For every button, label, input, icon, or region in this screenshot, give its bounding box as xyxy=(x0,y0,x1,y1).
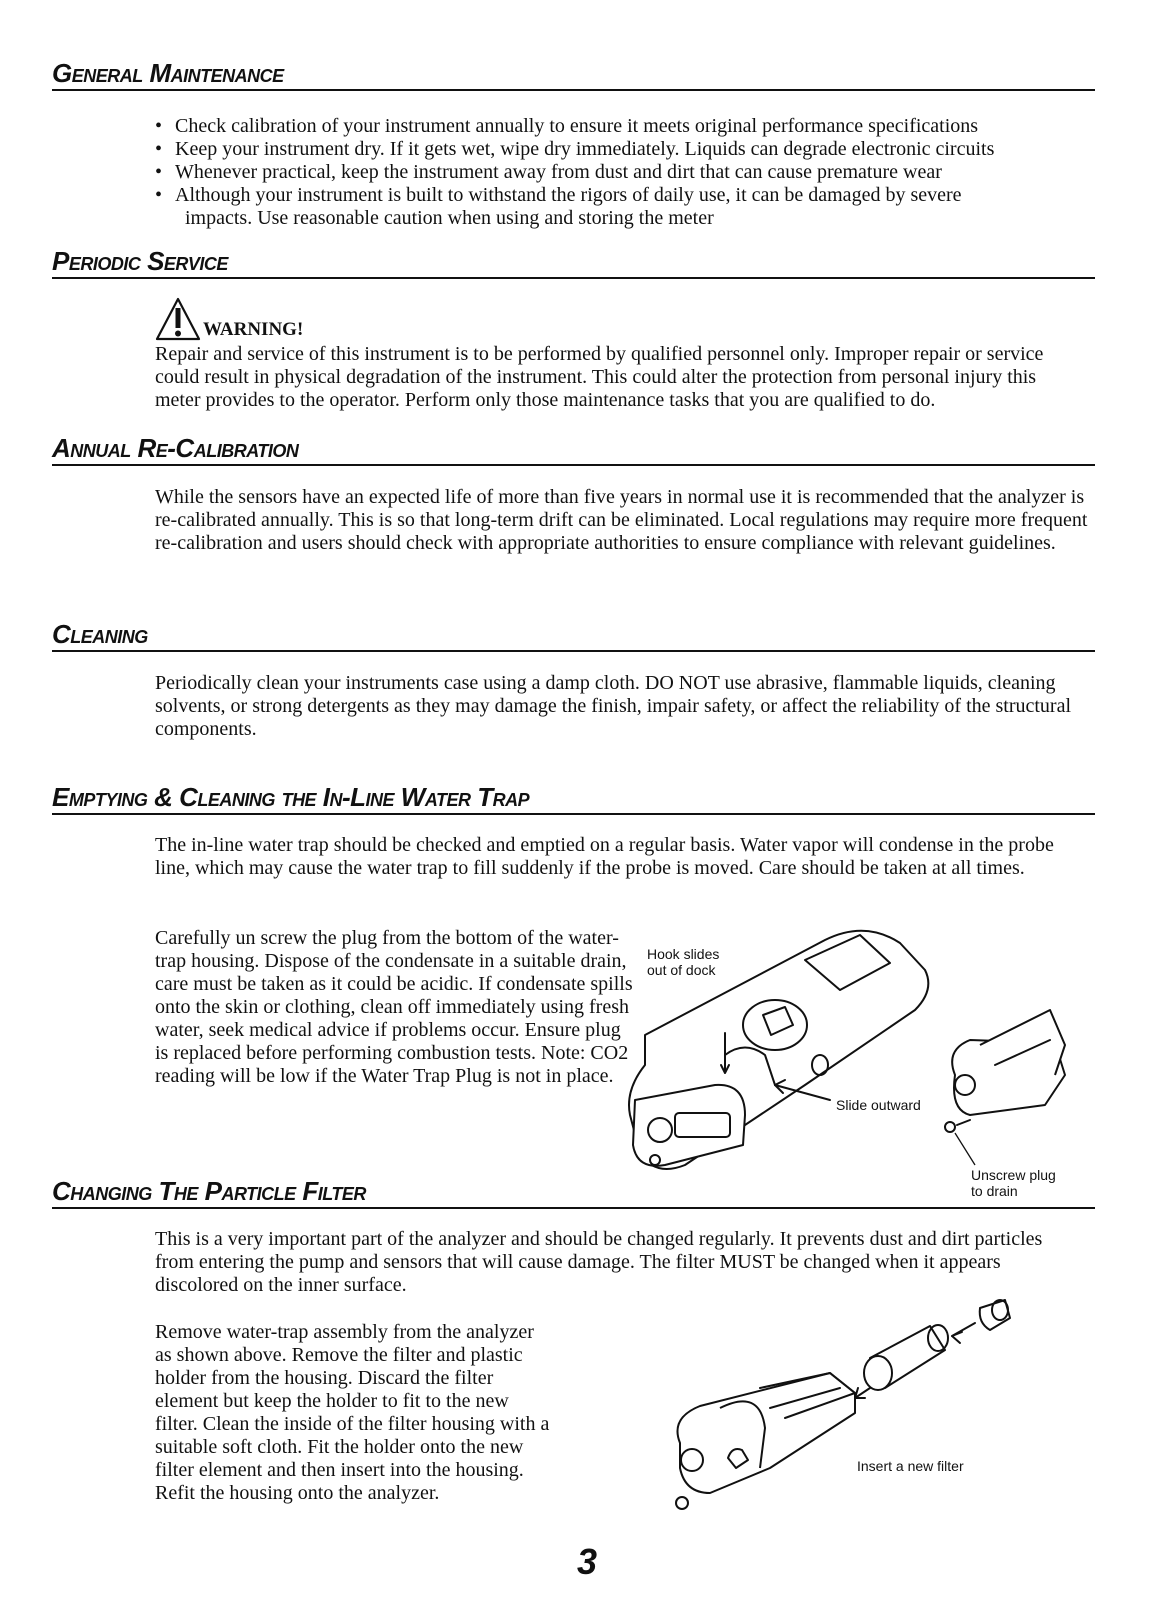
list-item: • Whenever practical, keep the instrument away from dust and dirt that can cause premature wear xyxy=(155,161,1085,184)
label-slide-outward: Slide outward xyxy=(836,1097,921,1113)
paragraph: Remove water-trap assembly from the analyzer as shown above. Remove the filter and plastic holder from the housing. Discard the filter element but keep the holder to fit to the new filter. Clean the inside of the filter housing with a suitable soft cloth. Fit the holder onto the new filter element and then insert into the housing. Refit the housing onto the analyzer. xyxy=(155,1321,550,1504)
list-item: • Although your instrument is built to withstand the rigors of daily use, it can be damaged by severe impacts. Use reasonable caution when using and storing the meter xyxy=(155,184,1085,230)
water-trap-text-2 xyxy=(155,927,635,1088)
heading-annual-recalibration: Annual Re-Calibration xyxy=(52,433,1095,466)
water-trap-text-1 xyxy=(155,834,1075,880)
page-number: 3 xyxy=(576,1541,598,1582)
warning-text: Repair and service of this instrument is to be performed by qualified personnel only. Improper repair or service could result in physical degradation of the instrument. This could alter the protection from personal injury this meter provides to the operator. Perform only those maintenance tasks that you are qualified to do. xyxy=(155,343,1044,411)
list-item: • Keep your instrument dry. If it gets wet, wipe dry immediately. Liquids can degrade electronic circuits xyxy=(155,138,1085,161)
heading-cleaning: Cleaning xyxy=(52,619,1095,652)
heading-particle-filter: Changing The Particle Filter xyxy=(52,1176,1095,1209)
paragraph: The in-line water trap should be checked and emptied on a regular basis. Water vapor will condense in the probe line, which may cause the water trap to fill suddenly if the probe is moved. Care should be taken at all times. xyxy=(155,834,1054,879)
cleaning-text xyxy=(155,672,1075,741)
warning-label: WARNING! xyxy=(203,319,304,340)
paragraph: This is a very important part of the analyzer and should be changed regularly. It prevents dust and dirt particles from entering the pump and sensors that will cause damage. The filter MUST be changed when it appears discolored on the inner surface. xyxy=(155,1228,1043,1296)
label-hook-slides: Hook slides out of dock xyxy=(647,946,720,978)
label-unscrew-plug: Unscrew plug to drain xyxy=(971,1167,1056,1199)
particle-filter-illustration xyxy=(660,1288,1040,1528)
particle-filter-text-2 xyxy=(155,1321,550,1505)
annual-recalibration-text xyxy=(155,486,1100,555)
list-item: • Check calibration of your instrument annually to ensure it meets original performance specifications xyxy=(155,115,1085,138)
label-insert-filter: Insert a new filter xyxy=(857,1458,964,1474)
paragraph: Carefully un screw the plug from the bottom of the water-trap housing. Dispose of the condensate in a suitable drain, care must be taken as it could be acidic. If condensate spills onto the skin or clothing, clean off immediately using fresh water, seek medical advice if problems occur. Ensure plug is replaced before performing combustion tests. Note: CO2 reading will be low if the Water Trap Plug is not in place. xyxy=(155,927,633,1087)
heading-periodic-service: Periodic Service xyxy=(52,246,1095,279)
periodic-service-block xyxy=(155,297,1080,412)
general-maintenance-list xyxy=(155,115,1085,230)
list-item-continued: impacts. Use reasonable caution when using and storing the meter xyxy=(185,207,714,229)
paragraph: Periodically clean your instruments case using a damp cloth. DO NOT use abrasive, flammable liquids, cleaning solvents, or strong detergents as they may damage the finish, impair safety, or affect the reliability of the structural components. xyxy=(155,672,1072,740)
warning-row xyxy=(155,297,1080,341)
warning-triangle-icon xyxy=(155,297,201,341)
particle-filter-text-1 xyxy=(155,1228,1075,1297)
heading-water-trap: Emptying & Cleaning the In-Line Water Trap xyxy=(52,782,1095,815)
heading-general-maintenance: General Maintenance xyxy=(52,58,1095,91)
paragraph: While the sensors have an expected life of more than five years in normal use it is recommended that the analyzer is re-calibrated annually. This is so that long-term drift can be eliminated. Local regulations may require more frequent re-calibration and users should check with appropriate authorities to ensure compliance with relevant guidelines. xyxy=(155,486,1088,554)
